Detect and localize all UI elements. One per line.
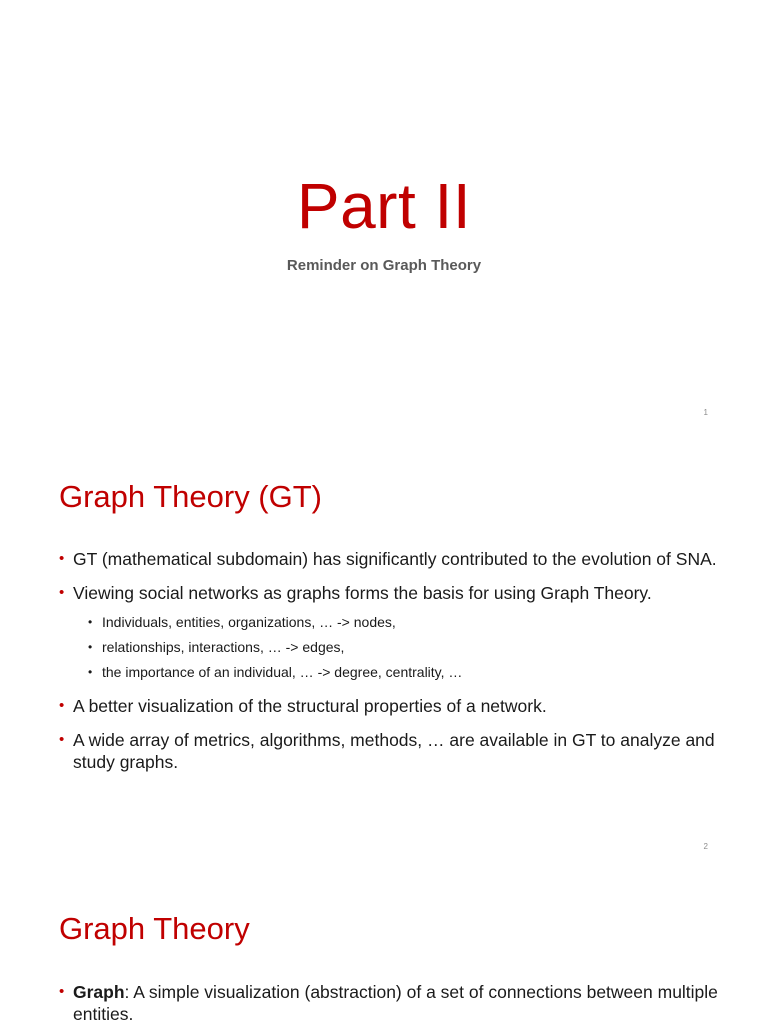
slide-2 — [0, 434, 768, 868]
bullet-icon: • — [88, 615, 93, 629]
definition-term: Graph — [73, 982, 125, 1002]
sub-list-item — [59, 663, 718, 681]
bullet-text: GT (mathematical subdomain) has significantly contributed to the evolution of SNA. — [73, 549, 717, 569]
bullet-text: the importance of an individual, … -> degree, centrality, … — [102, 664, 463, 680]
slide-title: Part II — [296, 170, 472, 242]
slide-subtitle: Reminder on Graph Theory — [286, 257, 482, 274]
list-item — [59, 695, 718, 717]
bullet-text: relationships, interactions, … -> edges, — [102, 639, 345, 655]
bullet-icon: • — [59, 731, 65, 748]
sub-list-item — [59, 613, 718, 631]
bullet-list — [59, 981, 718, 1024]
sub-list-item — [59, 638, 718, 656]
bullet-text: A better visualization of the structural properties of a network. — [73, 696, 547, 716]
bullet-text: : A simple visualization (abstraction) of a set of connections between multiple entities. — [73, 982, 718, 1024]
slide-title: Graph Theory (GT) — [59, 479, 323, 514]
slide-1 — [0, 0, 768, 434]
list-item — [59, 548, 718, 570]
page-number: 1 — [703, 408, 708, 417]
page-number: 2 — [703, 842, 708, 851]
bullet-icon: • — [59, 550, 65, 567]
bullet-icon: • — [88, 640, 93, 654]
bullet-text: A wide array of metrics, algorithms, methods, … are available in GT to analyze and study graphs. — [73, 730, 715, 772]
bullet-icon: • — [59, 584, 65, 601]
bullet-list — [59, 548, 718, 785]
bullet-icon: • — [88, 665, 93, 679]
slide-3 — [0, 868, 768, 1024]
slide-title: Graph Theory — [59, 911, 250, 946]
bullet-text: Individuals, entities, organizations, … -> nodes, — [102, 614, 396, 630]
bullet-icon: • — [59, 697, 65, 714]
bullet-text: Viewing social networks as graphs forms the basis for using Graph Theory. — [73, 583, 652, 603]
bullet-icon: • — [59, 983, 65, 1000]
list-item — [59, 729, 718, 773]
list-item — [59, 981, 718, 1024]
list-item — [59, 582, 718, 604]
